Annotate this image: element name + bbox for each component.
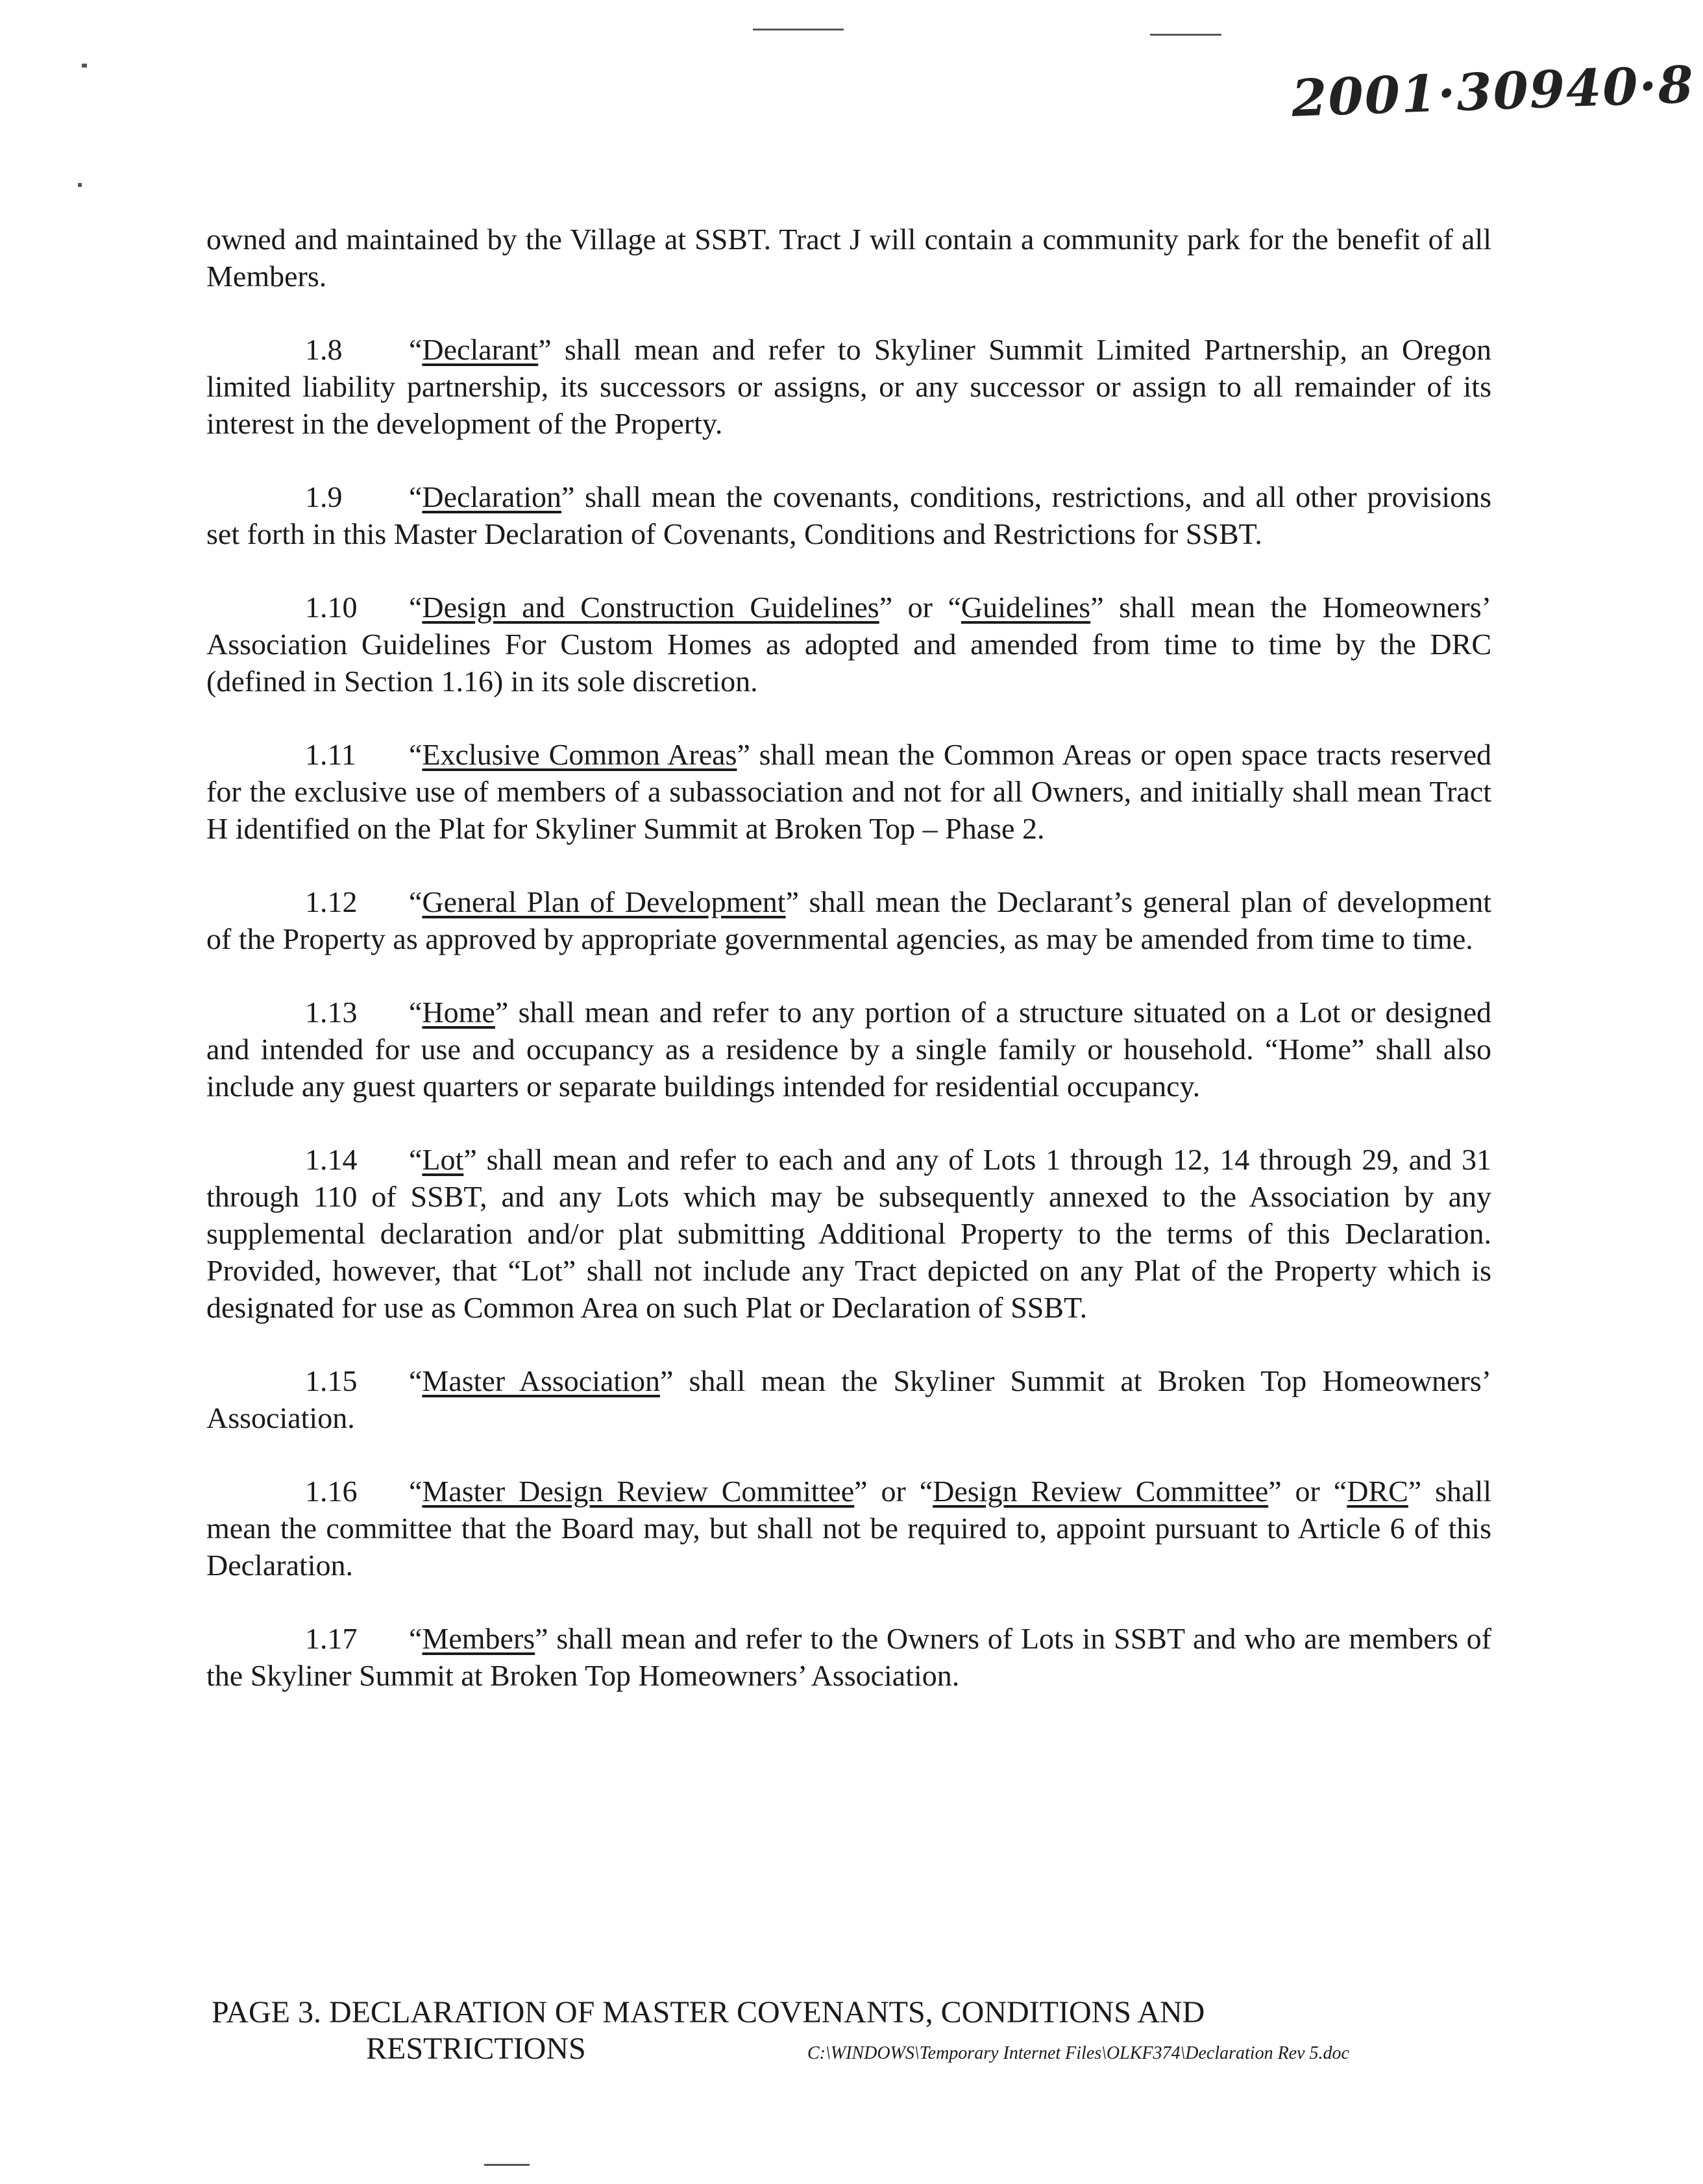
- term-separator: ” or “: [1268, 1475, 1347, 1508]
- defined-term: Members: [422, 1622, 535, 1655]
- definition-1-11: 1.11 “Exclusive Common Areas” shall mean the Common Areas or open space tracts reserved for the exclusive use of members of a subassociation and not for all Owners, and initially shall mean Tract H identified on the Plat for Skyliner Summit at Broken Top – Phase 2.: [206, 736, 1491, 847]
- footer-line2: [212, 2031, 1510, 2072]
- scan-mark: [1150, 34, 1221, 36]
- defined-term: Master Design Review Committee: [422, 1475, 855, 1508]
- footer-file-path: C:\WINDOWS\Temporary Internet Files\OLKF374\Declaration Rev 5.doc: [807, 2043, 1349, 2063]
- definition-1-9: 1.9 “Declaration” shall mean the covenants, conditions, restrictions, and all other provisions set forth in this Master Declaration of Covenants, Conditions and Restrictions for SSBT.: [206, 478, 1491, 552]
- definition-text: ” shall mean and refer to the Owners of Lots in SSBT and who are members of the Skyliner Summit at Broken Top Homeowners’ Association.: [206, 1622, 1491, 1692]
- document-body: [206, 221, 1491, 1730]
- defined-term: Design and Construction Guidelines: [422, 591, 879, 624]
- section-number: 1.12: [305, 885, 358, 918]
- definition-1-10: 1.10 “Design and Construction Guidelines” or “Guidelines” shall mean the Homeowners’ Association Guidelines For Custom Homes as adopted and amended from time to time by the DRC (defined in Section 1.16) in its sole discretion.: [206, 589, 1491, 700]
- defined-term: Lot: [422, 1143, 464, 1176]
- scan-mark: [78, 183, 82, 187]
- definition-text: ” shall mean and refer to Skyliner Summit Limited Partnership, an Oregon limited liability partnership, its successors or assigns, or any successor or assign to all remainder of its interest in the development of the Property.: [206, 333, 1491, 440]
- term-separator: ” or “: [879, 591, 961, 624]
- page-footer: [212, 1994, 1510, 2072]
- section-number: 1.13: [305, 996, 358, 1029]
- defined-term: Declaration: [422, 480, 561, 513]
- definition-text: ” shall mean the covenants, conditions, restrictions, and all other provisions set forth in this Master Declaration of Covenants, Conditions and Restrictions for SSBT.: [206, 480, 1491, 550]
- defined-term: Guidelines: [961, 591, 1091, 624]
- definition-1-14: 1.14 “Lot” shall mean and refer to each and any of Lots 1 through 12, 14 through 29, and 31 through 110 of SSBT, and any Lots which may be subsequently annexed to the Association by any supplemental declaration and/or plat submitting Additional Property to the terms of this Declaration. Provided, however, that “Lot” shall not include any Tract depicted on any Plat of the Property which is designated for use as Common Area on such Plat or Declaration of SSBT.: [206, 1141, 1491, 1326]
- definition-text: ” shall mean the Common Areas or open space tracts reserved for the exclusive use of members of a subassociation and not for all Owners, and initially shall mean Tract H identified on the Plat for Skyliner Summit at Broken Top – Phase 2.: [206, 738, 1491, 845]
- term-separator: ” or “: [854, 1475, 933, 1508]
- defined-term: General Plan of Development: [422, 885, 786, 918]
- section-number: 1.11: [305, 738, 356, 771]
- definition-text: ” shall mean the Declarant’s general plan of development of the Property as approved by appropriate governmental agencies, as may be amended from time to time.: [206, 885, 1491, 955]
- definition-1-12: 1.12 “General Plan of Development” shall mean the Declarant’s general plan of development of the Property as approved by appropriate governmental agencies, as may be amended from time to time.: [206, 883, 1491, 957]
- scan-mark: [484, 2164, 530, 2166]
- section-number: 1.9: [305, 480, 343, 513]
- section-number: 1.10: [305, 591, 358, 624]
- definition-1-16: 1.16 “Master Design Review Committee” or “Design Review Committee” or “DRC” shall mean the committee that the Board may, but shall not be required to, appoint pursuant to Article 6 of this Declaration.: [206, 1473, 1491, 1584]
- definition-text: ” shall mean and refer to any portion of a structure situated on a Lot or designed and intended for use and occupancy as a residence by a single family or household. “Home” shall also include any guest quarters or separate buildings intended for residential occupancy.: [206, 996, 1491, 1103]
- section-number: 1.15: [305, 1364, 358, 1397]
- scan-mark: [753, 29, 844, 31]
- defined-term: DRC: [1347, 1475, 1408, 1508]
- definition-1-17: 1.17 “Members” shall mean and refer to the Owners of Lots in SSBT and who are members of the Skyliner Summit at Broken Top Homeowners’ Association.: [206, 1620, 1491, 1694]
- defined-term: Design Review Committee: [933, 1475, 1269, 1508]
- defined-term: Declarant: [422, 333, 539, 366]
- intro-paragraph: owned and maintained by the Village at SSBT. Tract J will contain a community park for the benefit of all Members.: [206, 223, 1491, 293]
- section-number: 1.8: [305, 333, 343, 366]
- defined-term: Exclusive Common Areas: [422, 738, 737, 771]
- defined-term: Master Association: [422, 1364, 660, 1397]
- definition-1-15: 1.15 “Master Association” shall mean the Skyliner Summit at Broken Top Homeowners’ Association.: [206, 1362, 1491, 1436]
- handwritten-document-number: 2001·30940·8: [1290, 55, 1696, 129]
- definition-1-13: 1.13 “Home” shall mean and refer to any portion of a structure situated on a Lot or designed and intended for use and occupancy as a residence by a single family or household. “Home” shall also include any guest quarters or separate buildings intended for residential occupancy.: [206, 994, 1491, 1105]
- footer-title-line1: PAGE 3. DECLARATION OF MASTER COVENANTS, CONDITIONS AND: [212, 1995, 1205, 2030]
- definition-text: ” shall mean the committee that the Board may, but shall not be required to, appoint pursuant to Article 6 of this Declaration.: [206, 1475, 1492, 1582]
- scan-mark: [82, 64, 87, 67]
- footer-title-line2: RESTRICTIONS: [366, 2031, 586, 2066]
- section-number: 1.17: [305, 1622, 358, 1655]
- definition-text: ” shall mean and refer to each and any of Lots 1 through 12, 14 through 29, and 31 through 110 of SSBT, and any Lots which may be subsequently annexed to the Association by any supplemental declaration and/or plat submitting Additional Property to the terms of this Declaration. Provided, however, that “Lot” shall not include any Tract depicted on any Plat of the Property which is designated for use as Common Area on such Plat or Declaration of SSBT.: [206, 1143, 1491, 1324]
- section-number: 1.16: [305, 1475, 358, 1508]
- definition-text: ” shall mean the Homeowners’ Association Guidelines For Custom Homes as adopted and amended from time to time by the DRC (defined in Section 1.16) in its sole discretion.: [206, 591, 1491, 698]
- definition-1-8: 1.8 “Declarant” shall mean and refer to Skyliner Summit Limited Partnership, an Oregon limited liability partnership, its successors or assigns, or any successor or assign to all remainder of its interest in the development of the Property.: [206, 331, 1491, 442]
- defined-term: Home: [422, 996, 495, 1029]
- section-number: 1.14: [305, 1143, 358, 1176]
- definition-text: ” shall mean the Skyliner Summit at Broken Top Homeowners’ Association.: [206, 1364, 1492, 1434]
